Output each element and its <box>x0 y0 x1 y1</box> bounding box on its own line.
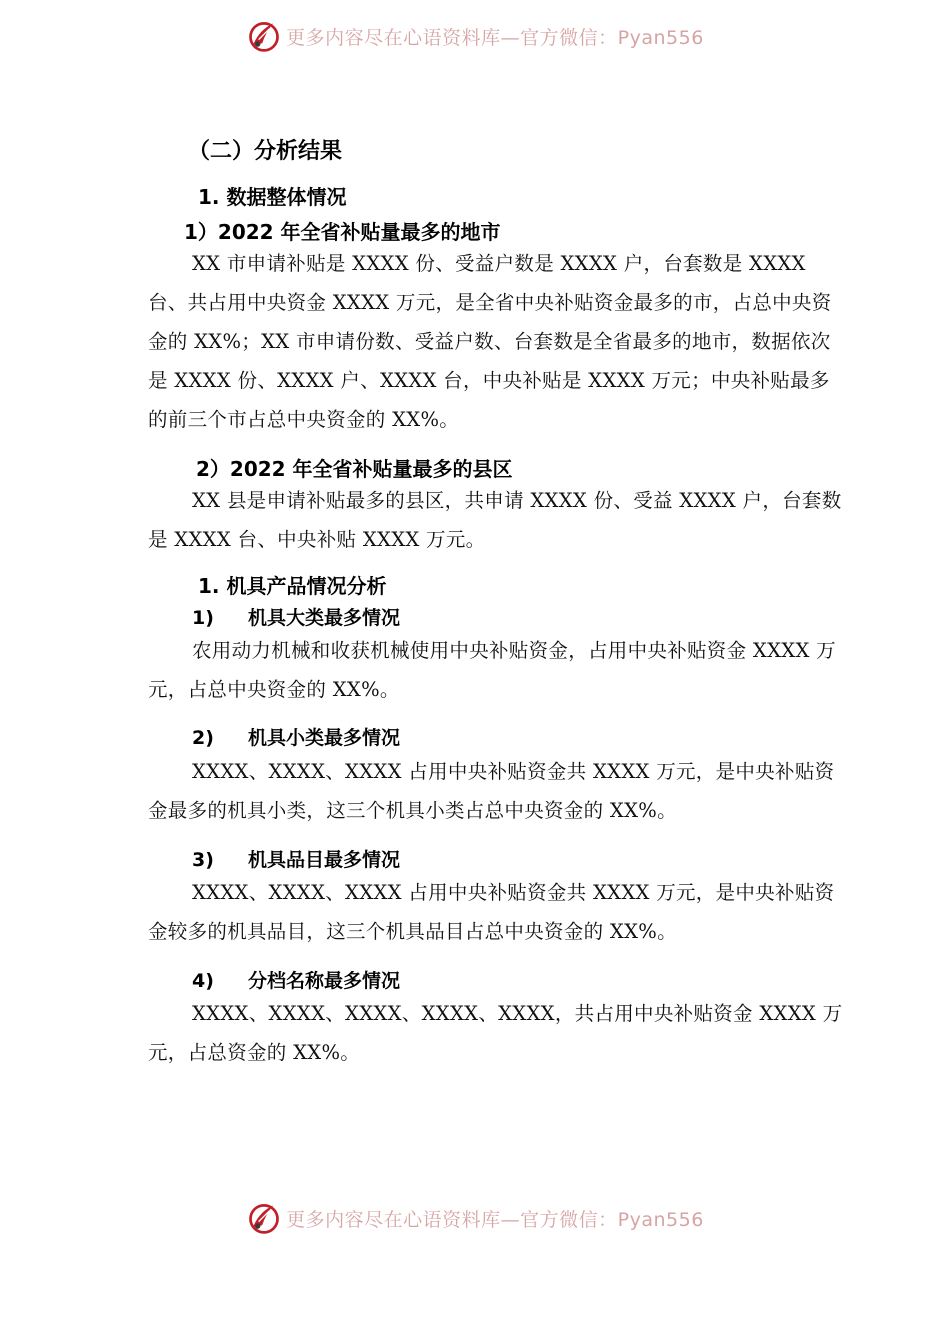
item-title-county: 2）2022 年全省补贴量最多的县区 <box>196 457 513 481</box>
header-watermark <box>0 14 950 58</box>
paragraph-product-item: XXXX、XXXX、XXXX 占用中央补贴资金共 XXXX 万元，是中央补贴资金较多的机具品目，这三个机具品目占总中央资金的 XX%。 <box>148 881 835 943</box>
paragraph-tier-name: XXXX、XXXX、XXXX、XXXX、XXXX，共占用中央补贴资金 XXXX 万元，占总资金的 XX%。 <box>148 1002 843 1064</box>
item-title-tier-name: 4) 分档名称最多情况 <box>192 970 401 992</box>
item-title-major-category: 1) 机具大类最多情况 <box>192 607 401 629</box>
subsection-title-data-overview: 1. 数据整体情况 <box>198 185 347 209</box>
paragraph-county: XX 县是申请补贴最多的县区，共申请 XXXX 份、受益 XXXX 户，台套数是 XXXX 台、中央补贴 XXXX 万元。 <box>148 489 842 551</box>
brand-logo-icon <box>246 18 282 54</box>
footer-watermark <box>0 1196 950 1240</box>
watermark-text: 更多内容尽在心语资料库—官方微信：Pyan556 <box>286 1208 704 1231</box>
item-title-minor-category: 2) 机具小类最多情况 <box>192 727 401 749</box>
watermark-text: 更多内容尽在心语资料库—官方微信：Pyan556 <box>286 26 704 49</box>
item-title-city: 1）2022 年全省补贴量最多的地市 <box>184 220 501 244</box>
item-title-product-item: 3) 机具品目最多情况 <box>192 849 401 871</box>
paragraph-major-category: 农用动力机械和收获机械使用中央补贴资金，占用中央补贴资金 XXXX 万元，占总中央资金的 XX%。 <box>148 639 836 701</box>
section-title: （二）分析结果 <box>188 139 343 164</box>
paragraph-city: XX 市申请补贴是 XXXX 份、受益户数是 XXXX 户，台套数是 XXXX 台、共占用中央资金 XXXX 万元，是全省中央补贴资金最多的市，占总中央资金的 XX%；XX 市申请份数、受益户数、台套数是全省最多的地市，数据依次是 XXXX 份、XXXX 户、XXXX 台，中央补贴是 XXXX 万元；中央补贴最多的前三个市占总中央资金的 XX%。 <box>148 252 832 431</box>
paragraph-minor-category: XXXX、XXXX、XXXX 占用中央补贴资金共 XXXX 万元，是中央补贴资金最多的机具小类，这三个机具小类占总中央资金的 XX%。 <box>148 760 835 822</box>
brand-logo-icon <box>246 1200 282 1236</box>
subsection-title-product-analysis: 1. 机具产品情况分析 <box>198 574 387 598</box>
